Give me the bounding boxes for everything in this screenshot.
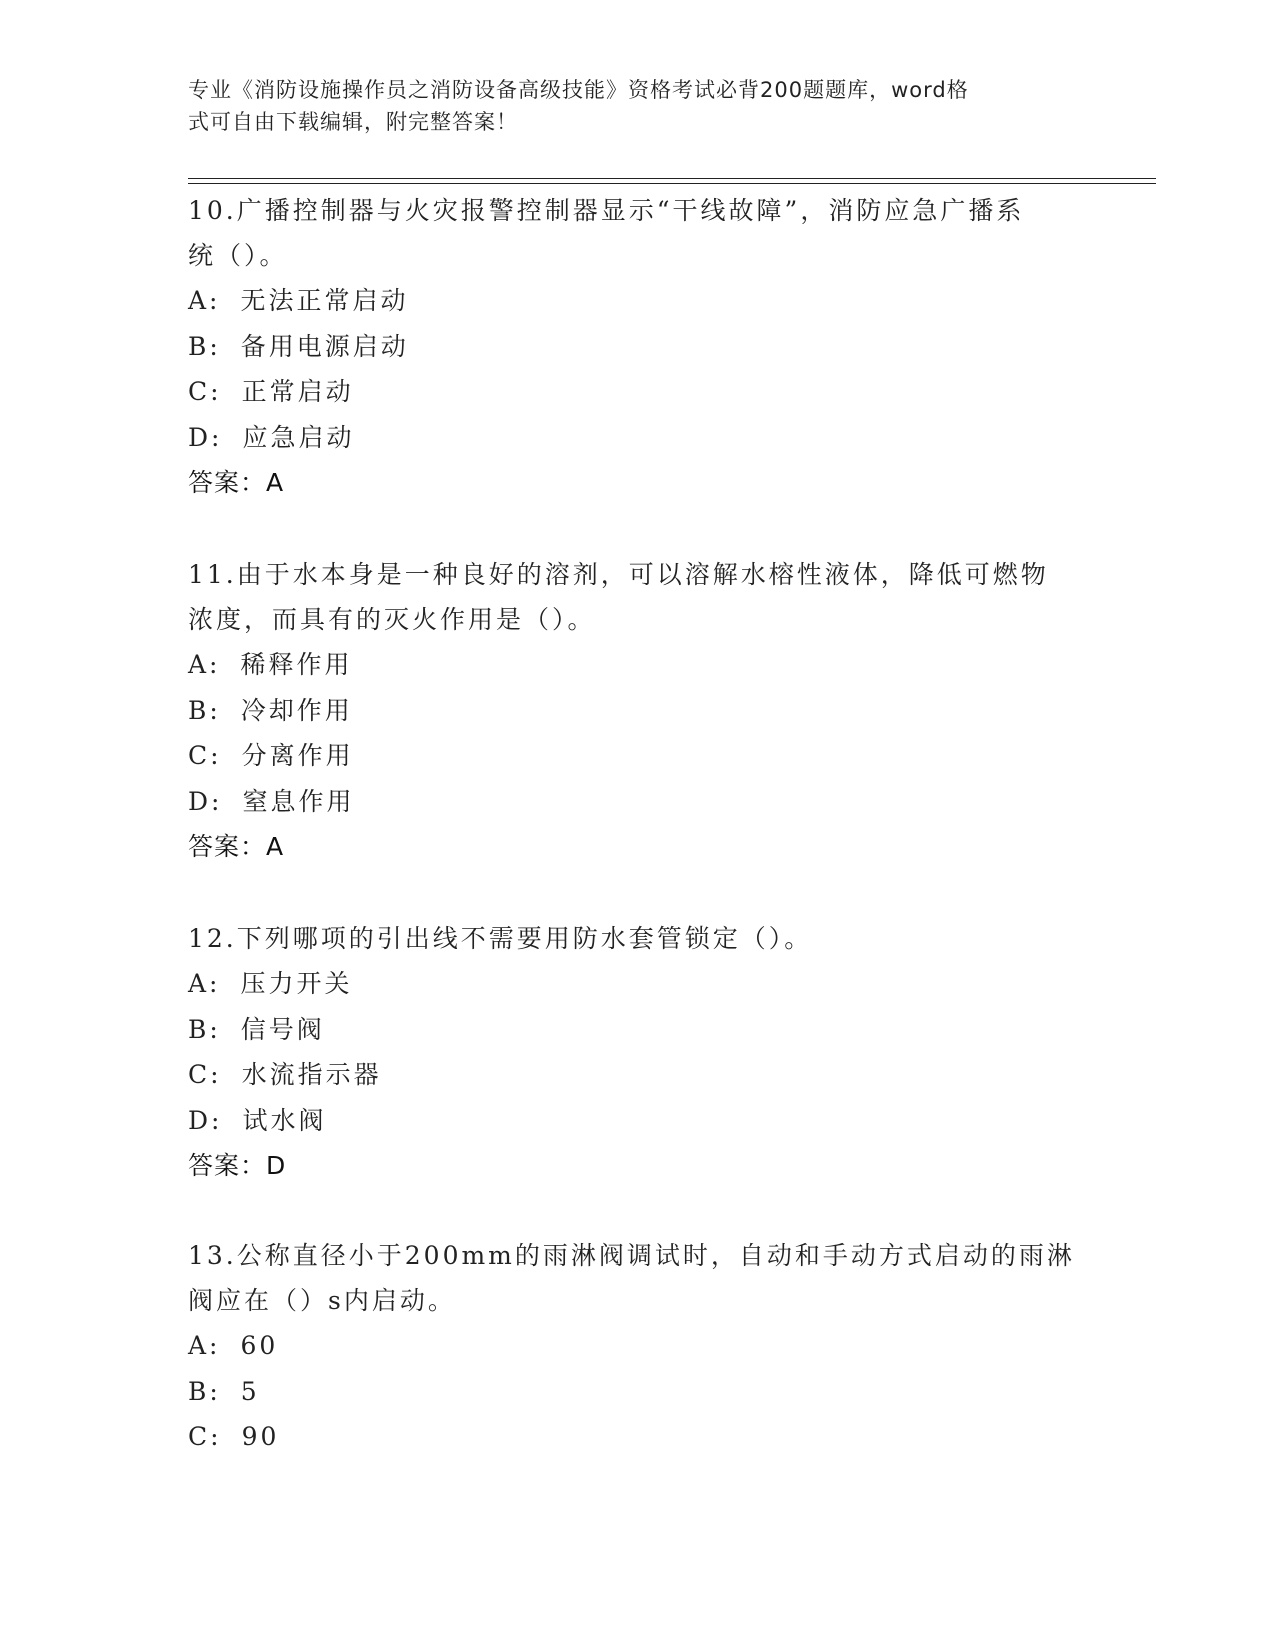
document-header <box>188 74 1068 138</box>
option-b <box>188 1007 1088 1053</box>
option-letter: A: <box>188 650 221 679</box>
option-letter: B: <box>188 1376 221 1406</box>
option-letter: B: <box>188 695 221 725</box>
option-letter: B: <box>188 331 221 361</box>
question-stem-line: 10.广播控制器与火灾报警控制器显示“干线故障”，消防应急广播系 <box>188 196 1025 225</box>
answer-line: 答案：A <box>188 832 285 861</box>
option-text: 正常启动 <box>241 377 354 406</box>
header-line-1: 专业《消防设施操作员之消防设备高级技能》资格考试必背200题题库，word格 <box>188 78 969 102</box>
answer-line: 答案：A <box>188 468 285 497</box>
option-c <box>188 369 1088 415</box>
option-letter: A: <box>188 1331 221 1360</box>
option-d <box>188 779 1088 825</box>
question-10 <box>188 188 1088 506</box>
question-stem-line: 11.由于水本身是一种良好的溶剂，可以溶解水榕性液体，降低可燃物 <box>188 560 1049 589</box>
option-letter: D: <box>188 1105 223 1135</box>
option-letter: C: <box>188 741 222 770</box>
option-c <box>188 1414 1088 1460</box>
option-a <box>188 278 1088 324</box>
option-text: 试水阀 <box>242 1105 327 1135</box>
option-text: 5 <box>240 1376 260 1406</box>
question-13 <box>188 1233 1088 1460</box>
question-stem-line: 统（）。 <box>188 241 288 270</box>
option-text: 压力开关 <box>240 969 353 998</box>
option-a <box>188 961 1088 1007</box>
option-b <box>188 1369 1088 1415</box>
option-letter: C: <box>188 1422 222 1451</box>
option-letter: D: <box>188 422 223 452</box>
question-11 <box>188 552 1088 870</box>
question-stem-line: 浓度，而具有的灭火作用是（）。 <box>188 605 596 634</box>
option-c <box>188 1052 1088 1098</box>
header-divider-top <box>188 178 1156 179</box>
option-text: 无法正常启动 <box>240 286 409 315</box>
option-text: 90 <box>241 1422 280 1451</box>
option-letter: A: <box>188 286 221 315</box>
header-divider-bottom <box>188 183 1156 184</box>
option-letter: B: <box>188 1014 221 1044</box>
header-line-2: 式可自由下载编辑，附完整答案！ <box>188 110 518 134</box>
answer-line: 答案：D <box>188 1151 287 1180</box>
option-text: 水流指示器 <box>241 1060 382 1089</box>
option-text: 分离作用 <box>241 741 354 770</box>
option-b <box>188 688 1088 734</box>
option-c <box>188 733 1088 779</box>
option-text: 应急启动 <box>242 422 355 452</box>
question-stem-line: 12.下列哪项的引出线不需要用防水套管锁定（）。 <box>188 924 813 953</box>
option-text: 备用电源启动 <box>240 331 409 361</box>
option-letter: C: <box>188 1060 222 1089</box>
option-text: 信号阀 <box>240 1014 325 1044</box>
option-a <box>188 642 1088 688</box>
question-stem-line: 13.公称直径小于200mm的雨淋阀调试时，自动和手动方式启动的雨淋 <box>188 1241 1075 1270</box>
option-d <box>188 1098 1088 1144</box>
option-b <box>188 324 1088 370</box>
option-d <box>188 415 1088 461</box>
option-a <box>188 1323 1088 1369</box>
question-12 <box>188 916 1088 1189</box>
option-letter: C: <box>188 377 222 406</box>
option-letter: D: <box>188 786 223 816</box>
option-letter: A: <box>188 969 221 998</box>
option-text: 60 <box>240 1331 279 1360</box>
option-text: 冷却作用 <box>240 695 353 725</box>
question-stem-line: 阀应在（）s内启动。 <box>188 1286 456 1315</box>
option-text: 窒息作用 <box>242 786 355 816</box>
option-text: 稀释作用 <box>240 650 353 679</box>
